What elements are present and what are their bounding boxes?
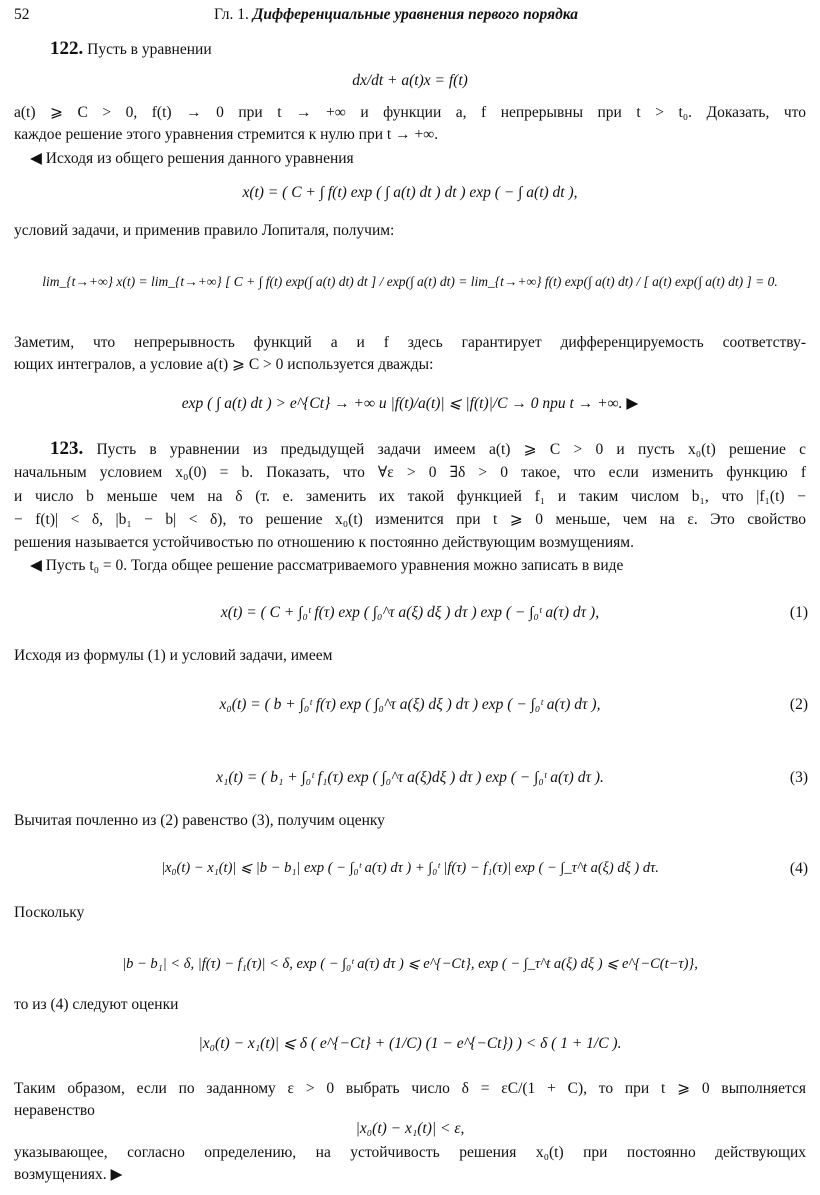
page-number: 52	[14, 6, 30, 23]
from-formula-text: Исходя из формулы (1) и условий задачи, имеем	[14, 647, 333, 664]
problem-123-line-3: и число b меньше чем на δ (т. е. заменить их такой функцией f₁ и таким числом b₁, что |f₁(t) −	[14, 488, 806, 505]
conclusion-line-2: неравенство	[14, 1102, 95, 1119]
problem-123-line-1	[50, 438, 806, 460]
final-line-1: указывающее, согласно определению, на устойчивость решения x₀(t) при постоянно действующих	[14, 1144, 806, 1161]
equation-3: x₁(t) = ( b₁ + ∫₀ᵗ f₁(τ) exp ( ∫₀^τ a(ξ)dξ ) dτ ) exp ( − ∫₀ᵗ a(τ) dτ ).	[216, 769, 604, 786]
equation-1: x(t) = ( C + ∫₀ᵗ f(τ) exp ( ∫₀^τ a(ξ) dξ ) dτ ) exp ( − ∫₀ᵗ a(τ) dτ ),	[220, 604, 600, 621]
equation-1-number: (1)	[789, 604, 808, 621]
general-solution-formula: x(t) = ( C + ∫ f(t) exp ( ∫ a(t) dt ) dt ) exp ( − ∫ a(t) dt ),	[242, 184, 578, 201]
then-text: то из (4) следуют оценки	[14, 996, 179, 1013]
note-line-1: Заметим, что непрерывность функций a и f здесь гарантирует дифференцируемость соответству-	[14, 334, 806, 351]
problem-122-heading	[50, 38, 212, 60]
after-solution-text: условий задачи, и применив правило Лопиталя, получим:	[14, 222, 395, 239]
problem-123-line-2: начальным условием x₀(0) = b. Показать, что ∀ε > 0 ∃δ > 0 такое, что если изменить функцию f	[14, 464, 806, 481]
problem-number: 123.	[50, 438, 84, 459]
final-line-2: возмущениях. ▶	[14, 1166, 123, 1183]
equation-2-number: (2)	[789, 696, 808, 713]
subtract-text: Вычитая почленно из (2) равенство (3), получим оценку	[14, 812, 385, 829]
chapter-prefix: Гл. 1.	[214, 6, 253, 23]
equation-2: x₀(t) = ( b + ∫₀ᵗ f(τ) exp ( ∫₀^τ a(ξ) dξ ) dτ ) exp ( − ∫₀ᵗ a(τ) dτ ),	[219, 696, 601, 713]
running-header	[214, 6, 578, 24]
solution-intro-123: ◀ Пусть t₀ = 0. Тогда общее решение рассматриваемого уравнения можно записать в виде	[30, 557, 624, 574]
estimate-formula: |x₀(t) − x₁(t)| ⩽ δ ( e^{−Ct} + (1/C) (1 − e^{−Ct}) ) < δ ( 1 + 1/C ).	[198, 1035, 622, 1052]
condition-line-2: каждое решение этого уравнения стремится к нулю при t → +∞.	[14, 126, 439, 143]
limit-formula: lim_{t→+∞} x(t) = lim_{t→+∞} [ C + ∫ f(t) exp(∫ a(t) dt) dt ] / exp(∫ a(t) dt) = lim_{t→+∞} f(t) exp(∫ a(t) dt) / [ a(t) exp(∫ a(t) dt) ] = 0.	[42, 274, 778, 289]
equation-122: dx/dt + a(t)x = f(t)	[352, 72, 468, 89]
condition-line-1: a(t) ⩾ C > 0, f(t) → 0 при t → +∞ и функции a, f непрерывны при t > t₀. Доказать, что	[14, 104, 806, 121]
problem-123-line-4: − f(t)| < δ, |b₁ − b| < δ), то решение x₀(t) изменится при t ⩾ 0 меньше, чем на ε. Это свойство	[14, 511, 806, 528]
chapter-title: Дифференциальные уравнения первого порядка	[252, 6, 578, 23]
problem-number: 122.	[50, 38, 84, 59]
since-text: Поскольку	[14, 904, 85, 921]
conditions-formula: |b − b₁| < δ, |f(τ) − f₁(τ)| < δ, exp ( − ∫₀ᵗ a(τ) dτ ) ⩽ e^{−Ct}, exp ( − ∫_τ^t a(ξ) dξ ) ⩽ e^{−C(t−τ)},	[122, 956, 698, 972]
final-inequality: |x₀(t) − x₁(t)| < ε,	[355, 1120, 465, 1137]
conclusion-line-1: Таким образом, если по заданному ε > 0 выбрать число δ = εC/(1 + C), то при t ⩾ 0 выполняется	[14, 1080, 806, 1097]
final-estimate-122: exp ( ∫ a(t) dt ) > e^{Ct} → +∞ и |f(t)/a(t)| ⩽ |f(t)|/C → 0 при t → +∞. ▶	[181, 395, 639, 412]
solution-intro-122: ◀ Исходя из общего решения данного уравнения	[30, 150, 354, 167]
note-line-2: ющих интегралов, а условие a(t) ⩾ C > 0 используется дважды:	[14, 356, 434, 373]
equation-4: |x₀(t) − x₁(t)| ⩽ |b − b₁| exp ( − ∫₀ᵗ a(τ) dτ ) + ∫₀ᵗ |f(τ) − f₁(τ)| exp ( − ∫_τ^t a(ξ) dξ ) dτ.	[161, 860, 659, 876]
problem-123-line-5: решения называется устойчивостью по отношению к постоянно действующим возмущениям.	[14, 534, 634, 551]
equation-3-number: (3)	[789, 769, 808, 786]
equation-4-number: (4)	[789, 860, 808, 877]
problem-intro: Пусть в уравнении	[87, 41, 212, 58]
problem-123-text: Пусть в уравнении из предыдущей задачи имеем a(t) ⩾ C > 0 и пусть x₀(t) решение с	[96, 441, 806, 458]
